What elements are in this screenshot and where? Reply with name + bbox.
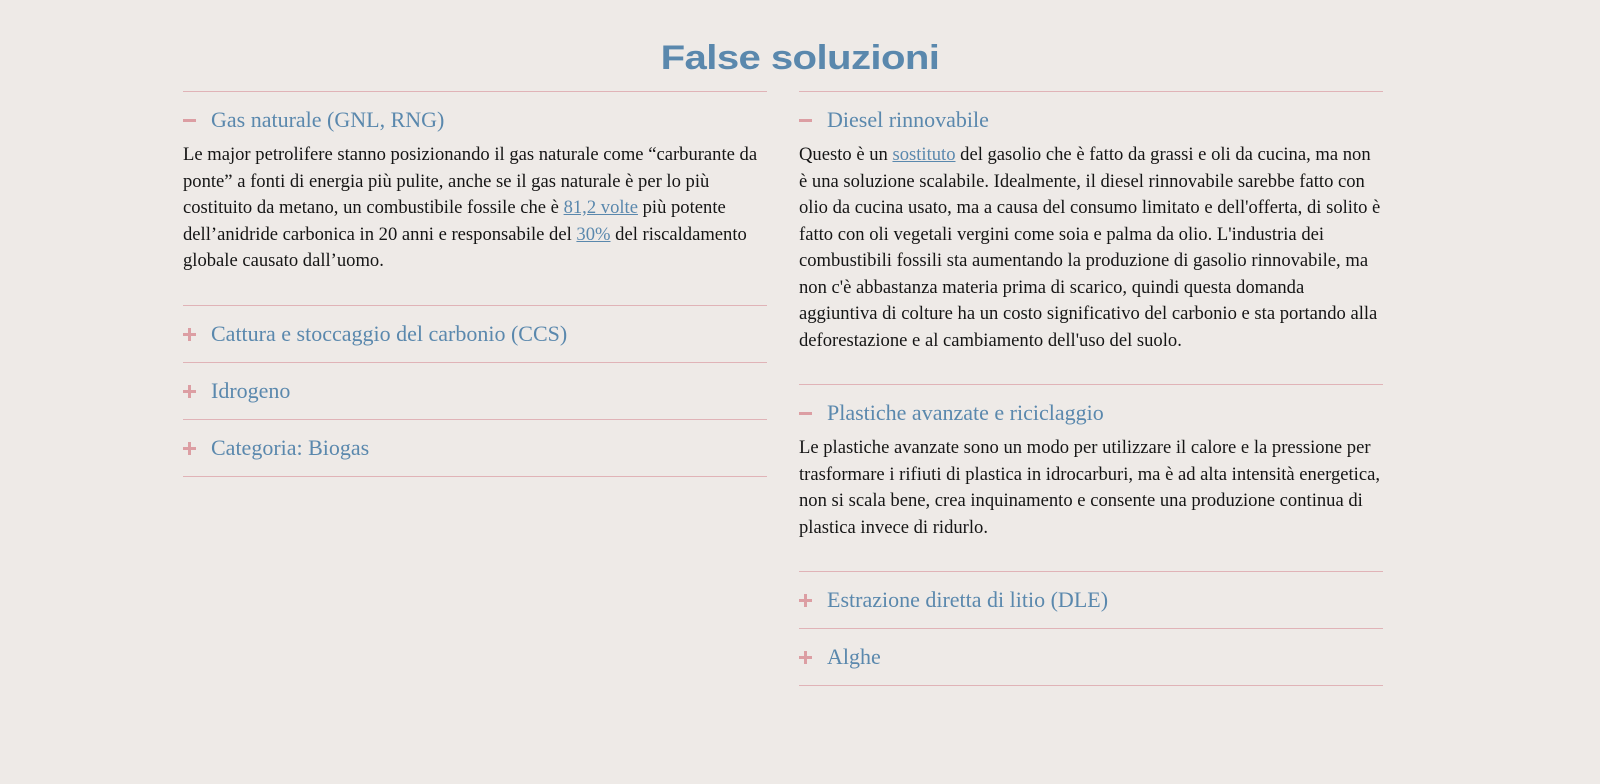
accordion-body-plastiche xyxy=(799,435,1383,571)
accordion-header-ccs[interactable] xyxy=(183,306,767,362)
accordion-body-gas-naturale xyxy=(183,142,767,305)
accordion-right xyxy=(799,91,1383,686)
body-text: del riscaldamento globale causato dall’uomo. xyxy=(183,223,747,271)
accordion-item-ccs xyxy=(183,305,767,362)
link-81-2-volte[interactable]: 81,2 volte xyxy=(563,197,638,218)
plus-icon[interactable] xyxy=(183,324,211,344)
accordion-header-alghe[interactable] xyxy=(799,629,1383,685)
link-30-percent[interactable]: 30% xyxy=(576,223,611,245)
accordion-body-diesel xyxy=(799,142,1383,384)
link-sostituto[interactable]: sostituto xyxy=(892,144,956,165)
body-text: Le major petrolifere stanno posizionando il gas naturale come “carburante da ponte” a fonti di energia più pulite, anche se il gas naturale è per lo più costituito da metano, un combustibile fossile che è xyxy=(183,144,758,218)
minus-icon[interactable] xyxy=(799,110,827,130)
accordion-title: Estrazione diretta di litio (DLE) xyxy=(827,587,1109,612)
accordion-title: Cattura e stoccaggio del carbonio (CCS) xyxy=(211,320,568,346)
accordion-header-dle[interactable] xyxy=(799,572,1383,628)
accordion-item-diesel xyxy=(799,91,1383,384)
accordion-header-gas-naturale[interactable] xyxy=(183,92,767,148)
accordion-item-plastiche xyxy=(799,384,1383,571)
accordion-header-diesel[interactable] xyxy=(799,92,1383,148)
page-title: False soluzioni xyxy=(660,38,940,77)
accordion-header-biogas[interactable] xyxy=(183,420,767,476)
minus-icon[interactable] xyxy=(183,110,211,130)
accordion-item-biogas xyxy=(183,419,767,477)
accordion-header-plastiche[interactable] xyxy=(799,385,1383,441)
accordion-item-alghe xyxy=(799,628,1383,686)
accordion-left xyxy=(183,91,767,477)
plus-icon[interactable] xyxy=(799,590,827,610)
plus-icon[interactable] xyxy=(183,438,211,458)
accordion-item-idrogeno xyxy=(183,362,767,419)
plus-icon[interactable] xyxy=(799,647,827,667)
body-text: del gasolio che è fatto da grassi e oli da cucina, ma non è una soluzione scalabile. Idealmente, il diesel rinnovabile sarebbe fatto con olio da cucina usato, ma a causa del consumo limitato e dell'offerta, di solito è fatto con oli vegetali vergini come soia e palma da olio. L'industria dei combustibili fossili sta aumentando la produzione di gasolio rinnovabile, ma non c'è abbastanza materia prima di scarico, quindi questa domanda aggiuntiva di colture ha un costo significativo del carbonio e sta portando alla deforestazione e al cambiamento dell'uso del suolo. xyxy=(799,144,1381,351)
plus-icon[interactable] xyxy=(183,381,211,401)
body-text: più potente dell’anidride carbonica in 20 anni e responsabile del xyxy=(183,197,726,245)
accordion-title: Plastiche avanzate e riciclaggio xyxy=(827,400,1104,425)
accordion-title: Alghe xyxy=(827,644,881,669)
body-text: Questo è un xyxy=(799,144,893,165)
body-text: Le plastiche avanzate sono un modo per utilizzare il calore e la pressione per trasformare i rifiuti di plastica in idrocarburi, ma è ad alta intensità energetica, non si scala bene, crea inquinamento e consente una produzione continua di plastica invece di ridurlo. xyxy=(799,437,1380,538)
accordion-item-gas-naturale xyxy=(183,91,767,305)
accordion-title: Idrogeno xyxy=(211,377,291,403)
accordion-item-dle xyxy=(799,571,1383,628)
minus-icon[interactable] xyxy=(799,403,827,423)
accordion-title: Gas naturale (GNL, RNG) xyxy=(211,107,445,132)
accordion-title: Diesel rinnovabile xyxy=(827,107,989,132)
accordion-header-idrogeno[interactable] xyxy=(183,363,767,419)
accordion-title: Categoria: Biogas xyxy=(211,434,370,460)
